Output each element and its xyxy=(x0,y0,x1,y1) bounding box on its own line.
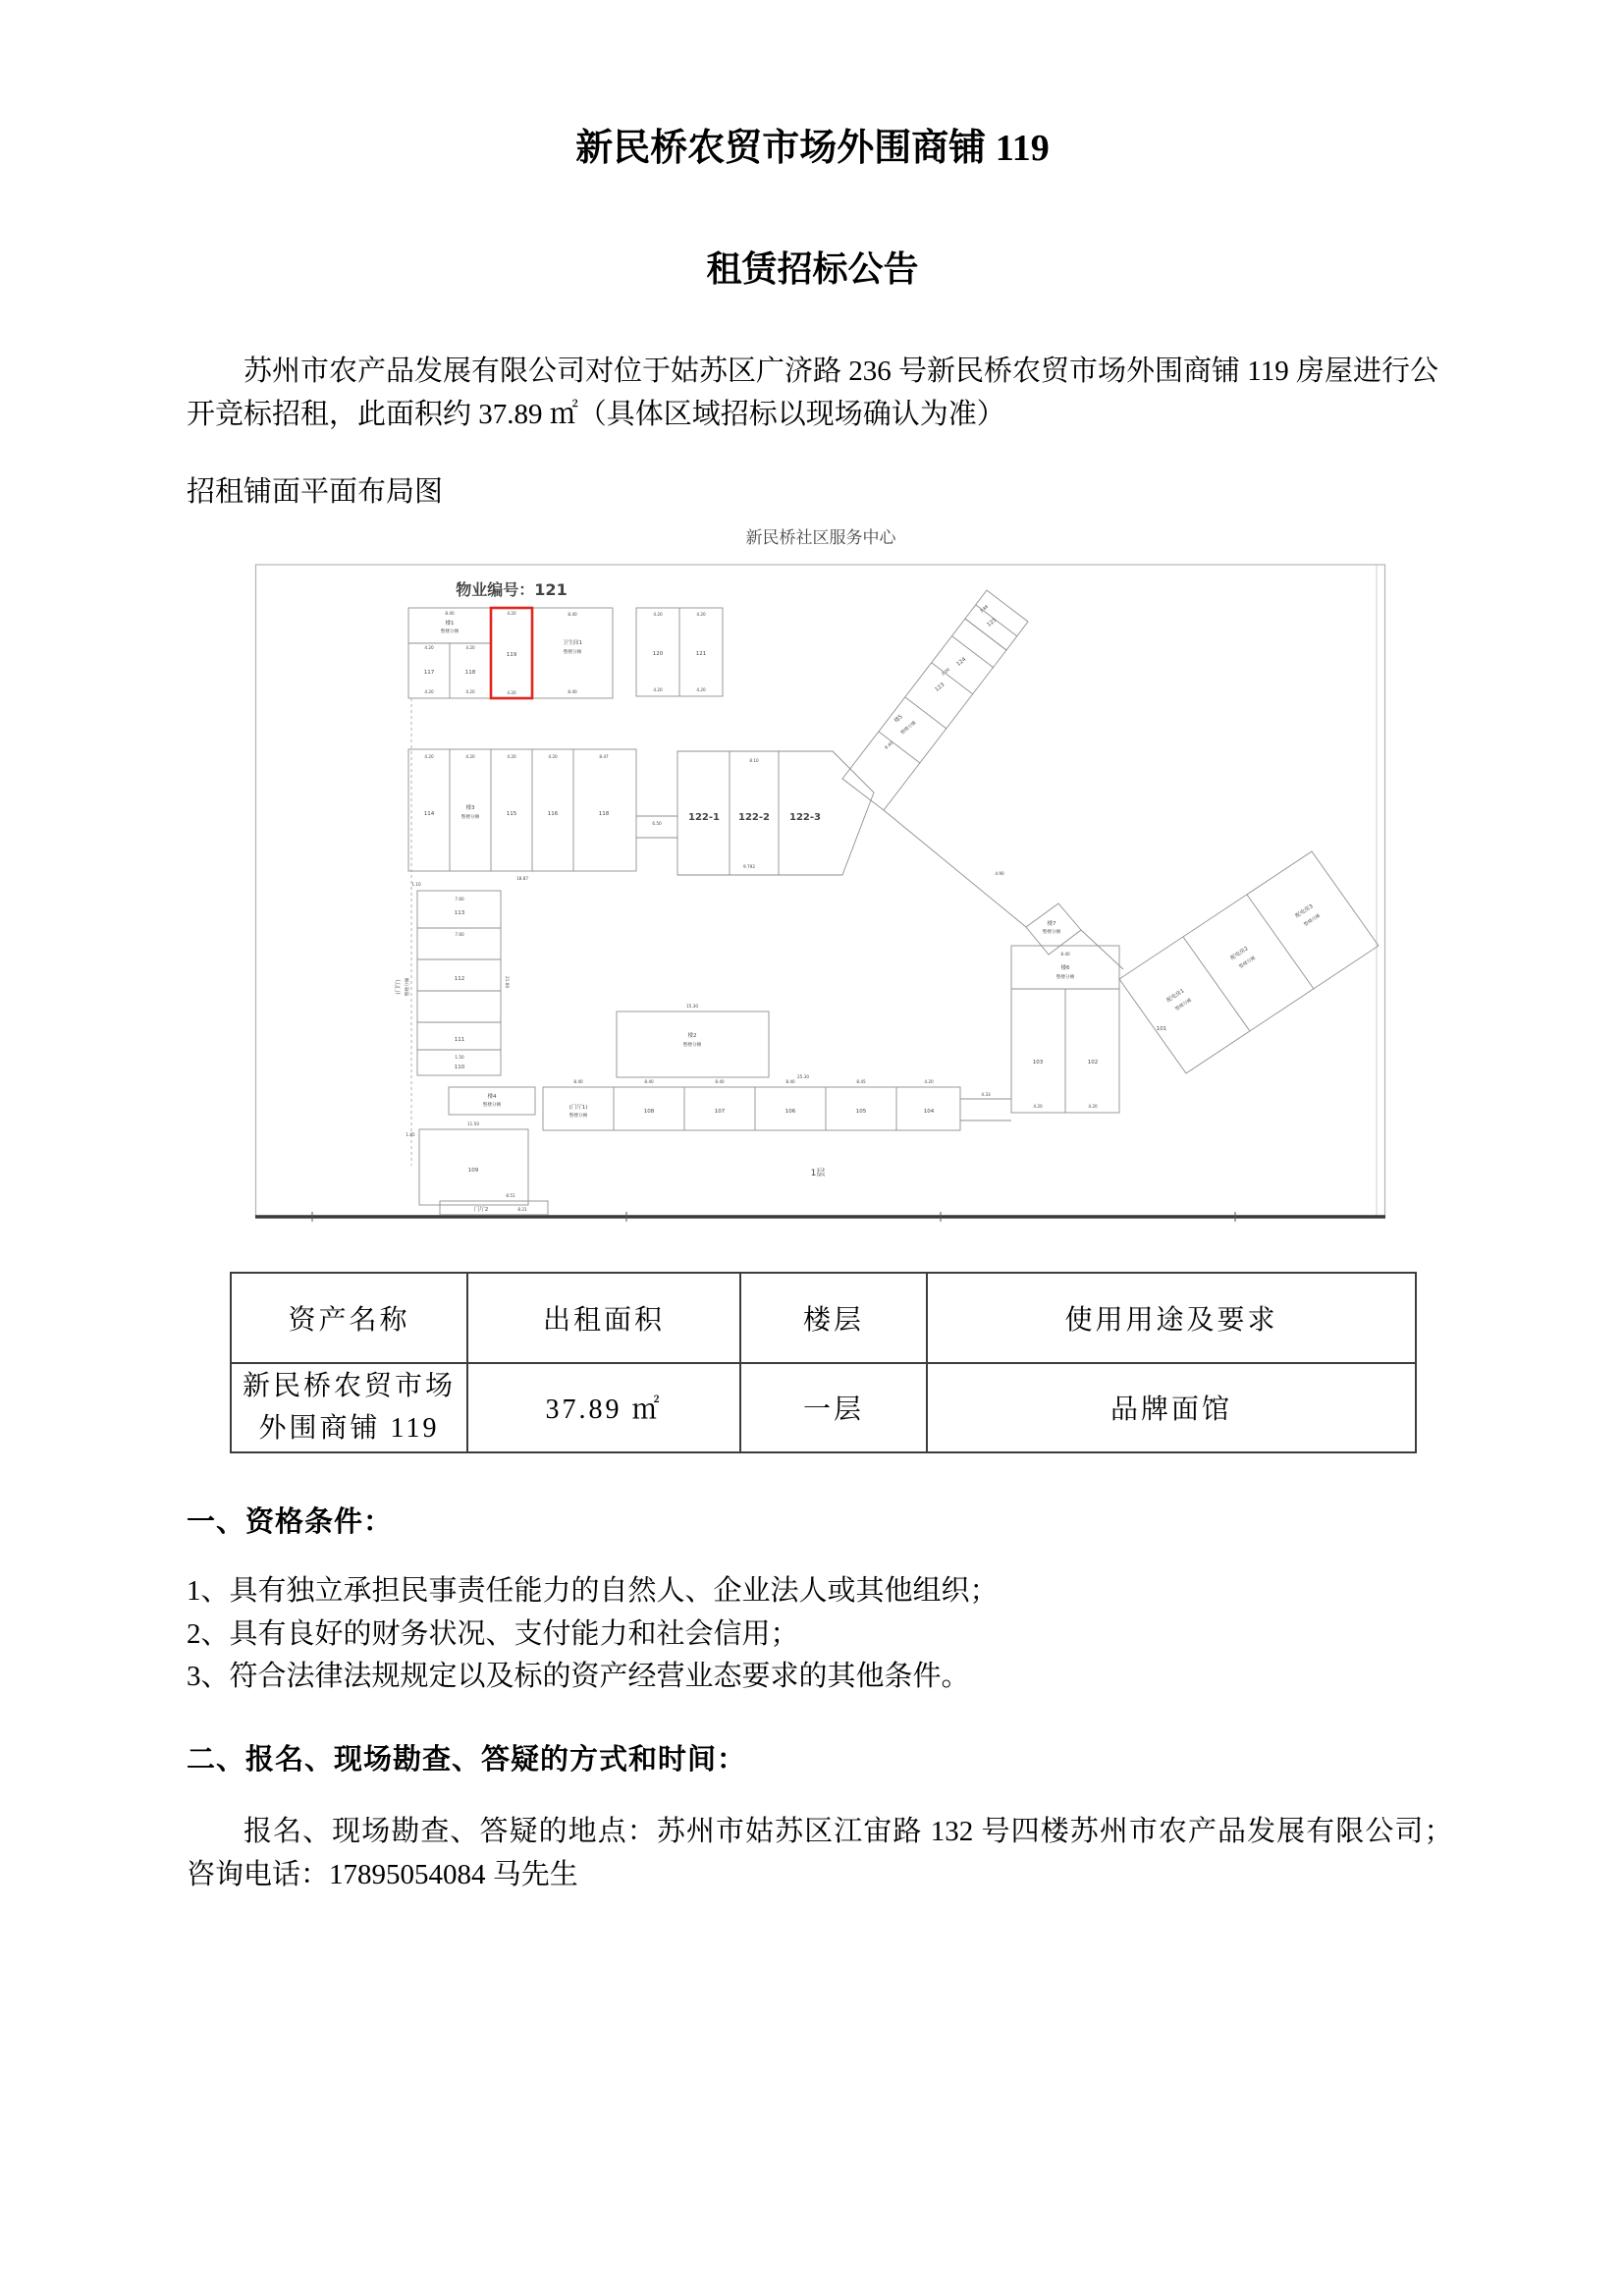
table-header-row xyxy=(231,1273,1416,1363)
room-label-112: 112 xyxy=(454,975,465,982)
dim-label: 6.50 xyxy=(652,820,662,826)
dim-label: 4.20 xyxy=(424,644,434,650)
room-label-b3: 楼3 xyxy=(465,804,475,811)
share-label: 整楼分摊 xyxy=(568,1113,588,1119)
plan-room-labels xyxy=(394,617,1322,1213)
dim-label: 4.33 xyxy=(981,1091,991,1097)
share-label: 整楼分摊 xyxy=(440,629,460,634)
room-label-b4: 楼4 xyxy=(487,1093,497,1100)
share-label: 整楼分摊 xyxy=(406,977,410,996)
room-label-wc: 卫生间1 xyxy=(563,639,582,646)
plan-caption: 招租铺面平面布局图 xyxy=(187,476,444,509)
share-label: 整楼分摊 xyxy=(482,1102,502,1108)
room-label-b1: 楼1 xyxy=(445,620,455,627)
room-label-pd2: 配电房2 xyxy=(1229,945,1250,961)
dim-label: 8.40 xyxy=(568,611,577,617)
header-asset-name: 资产名称 xyxy=(231,1273,467,1363)
asset-table xyxy=(230,1272,1417,1453)
header-usage: 使用用途及要求 xyxy=(927,1273,1416,1363)
dim-label: 15.30 xyxy=(686,1003,698,1009)
doc-subtitle: 租赁招标公告 xyxy=(706,249,919,290)
dim-label: 2.00 xyxy=(940,666,951,677)
dim-label: 4.20 xyxy=(424,753,434,759)
cell-usage: 品牌面馆 xyxy=(927,1363,1416,1452)
room-label-121: 121 xyxy=(695,650,707,657)
room-label-113: 113 xyxy=(454,909,465,916)
asset-name-line2: 外围商铺 119 xyxy=(258,1413,440,1445)
room-label-115: 115 xyxy=(506,810,517,817)
room-label-122-1: 122-1 xyxy=(688,811,720,823)
cell-asset-name xyxy=(231,1363,467,1452)
share-label: 整楼分摊 xyxy=(1303,913,1322,928)
plan-border xyxy=(255,565,1385,1222)
share-label: 整楼分摊 xyxy=(563,649,582,655)
share-label: 整楼分摊 xyxy=(460,814,480,820)
dim-label: 4.20 xyxy=(696,611,706,617)
dim-label: 4.20 xyxy=(424,688,434,694)
room-label-hall: (门厅) xyxy=(396,978,402,995)
table-row xyxy=(231,1363,1416,1452)
dim-label: 4.20 xyxy=(653,686,663,692)
room-label-118: 118 xyxy=(464,669,476,676)
cell-rental-area: 37.89 ㎡ xyxy=(467,1363,740,1452)
floor-plan-figure xyxy=(253,525,1392,1225)
room-label-b5: 楼5 xyxy=(893,713,904,724)
dim-label: 4.20 xyxy=(507,610,516,616)
dim-label: 8.51 xyxy=(506,1192,515,1198)
dim-label: 4.20 xyxy=(924,1078,934,1084)
dim-label: 4.20 xyxy=(465,688,475,694)
dim-label: 3.88 xyxy=(978,603,990,614)
room-label-hall2: 门厅2 xyxy=(473,1206,489,1213)
dim-label: 8.40 xyxy=(883,739,894,750)
room-label-b7: 楼7 xyxy=(1047,920,1056,927)
share-label: 整楼分摊 xyxy=(1174,998,1193,1012)
dim-label: 8.40 xyxy=(568,688,577,694)
dim-label: 4.20 xyxy=(696,686,706,692)
room-label-102: 102 xyxy=(1087,1059,1099,1066)
room-label-hall1: (门厅1) xyxy=(568,1104,588,1111)
room-label-122-3: 122-3 xyxy=(789,811,821,823)
plan-geometry xyxy=(408,590,1379,1215)
dim-label: 7.60 xyxy=(455,931,464,937)
room-label-124: 124 xyxy=(955,656,968,668)
plan-title: 新民桥社区服务中心 xyxy=(745,527,896,548)
dim-label: 8.40 xyxy=(785,1078,795,1084)
room-label-123: 123 xyxy=(934,682,947,693)
intro-paragraph: 苏州市农产品发展有限公司对位于姑苏区广济路 236 号新民桥农贸市场外围商铺 119 房屋进行公开竞标招租，此面积约 37.89 ㎡（具体区域招标以现场确认为准） xyxy=(187,355,1438,430)
room-label-107: 107 xyxy=(714,1108,726,1115)
room-label-109: 109 xyxy=(467,1167,479,1174)
room-label-pd3: 配电房3 xyxy=(1294,902,1315,919)
dim-label: 8.40 xyxy=(573,1078,583,1084)
room-label-122-2: 122-2 xyxy=(738,811,770,823)
dim-label: 4.20 xyxy=(507,689,516,695)
room-label-105: 105 xyxy=(855,1108,867,1115)
dim-label: 4.20 xyxy=(548,753,558,759)
dim-label: 4.20 xyxy=(1033,1103,1043,1109)
dim-label: 1.10 xyxy=(411,881,421,887)
share-label: 整楼分摊 xyxy=(1238,956,1257,970)
condition-item-2: 2、具有良好的财务状况、支付能力和社会信用； xyxy=(187,1617,799,1650)
dim-label: 8.21 xyxy=(517,1206,527,1212)
floor-level-label: 1层 xyxy=(810,1168,826,1178)
room-label-b6: 楼6 xyxy=(1060,964,1070,971)
dim-label: 8.40 xyxy=(644,1078,654,1084)
dim-label: 18.87 xyxy=(516,875,528,881)
share-label: 整楼分摊 xyxy=(1042,929,1061,935)
condition-item-1: 1、具有独立承担民事责任能力的自然人、企业法人或其他组织； xyxy=(187,1575,999,1608)
room-label-120: 120 xyxy=(652,650,664,657)
dim-label: 4.20 xyxy=(507,753,516,759)
room-label-104: 104 xyxy=(923,1108,935,1115)
room-label-110: 110 xyxy=(454,1064,465,1070)
dim-label: 1.85 xyxy=(406,1131,415,1137)
dim-label: 9.792 xyxy=(743,863,755,869)
room-label-b2: 楼2 xyxy=(687,1032,697,1039)
asset-name-line1: 新民桥农贸市场 xyxy=(242,1370,456,1401)
dim-label: 4.90 xyxy=(995,870,1004,876)
share-label: 整楼分摊 xyxy=(682,1042,702,1048)
room-label-111: 111 xyxy=(454,1036,465,1043)
cell-floor: 一层 xyxy=(740,1363,927,1452)
dim-label: 8.45 xyxy=(856,1078,866,1084)
dim-label: 4.20 xyxy=(465,753,475,759)
section2-paragraph: 报名、现场勘查、答疑的地点：苏州市姑苏区江宙路 132 号四楼苏州市农产品发展有限公司； 咨询电话：17895054084 马先生 xyxy=(187,1816,1468,1890)
condition-item-3: 3、符合法律法规规定以及标的资产经营业态要求的其他条件。 xyxy=(187,1661,970,1693)
room-label-pd1: 配电房1 xyxy=(1165,987,1186,1004)
dim-label: 21.00 xyxy=(505,975,510,988)
dim-label: 8.40 xyxy=(715,1078,725,1084)
doc-title: 新民桥农贸市场外围商铺 119 xyxy=(575,128,1050,169)
dim-label: 4.20 xyxy=(1088,1103,1098,1109)
room-label-106: 106 xyxy=(784,1108,796,1115)
section2-heading: 二、报名、现场勘查、答疑的方式和时间： xyxy=(187,1743,747,1776)
room-label-118b: 118 xyxy=(598,810,610,817)
dim-label: 8.47 xyxy=(599,753,609,759)
room-label-125: 125 xyxy=(986,617,999,629)
highlight-label: 物业编号：121 xyxy=(456,579,568,599)
header-rental-area: 出租面积 xyxy=(467,1273,740,1363)
dim-label: 8.10 xyxy=(749,757,759,763)
share-label: 整楼分摊 xyxy=(1055,974,1075,980)
room-label-117: 117 xyxy=(423,669,435,676)
share-label: 整楼分摊 xyxy=(899,720,918,736)
section1-items xyxy=(187,1570,1438,1699)
dim-label: 7.60 xyxy=(455,896,464,902)
dim-label: 25.30 xyxy=(797,1073,809,1079)
floor-plan-svg xyxy=(253,525,1392,1225)
section1-heading: 一、资格条件： xyxy=(187,1505,394,1538)
room-label-119: 119 xyxy=(506,651,517,658)
room-label-116: 116 xyxy=(547,810,559,817)
room-label-103: 103 xyxy=(1032,1059,1044,1066)
room-label-114: 114 xyxy=(423,810,435,817)
dim-label: 11.50 xyxy=(467,1121,479,1126)
header-floor: 楼层 xyxy=(740,1273,927,1363)
dim-label: 4.20 xyxy=(465,644,475,650)
dim-label: 1.50 xyxy=(455,1054,464,1060)
dim-label: 8.40 xyxy=(445,610,455,616)
room-label-108: 108 xyxy=(643,1108,655,1115)
dim-label: 8.40 xyxy=(1060,951,1070,957)
room-label-101: 101 xyxy=(1156,1025,1167,1032)
dim-label: 4.20 xyxy=(653,611,663,617)
